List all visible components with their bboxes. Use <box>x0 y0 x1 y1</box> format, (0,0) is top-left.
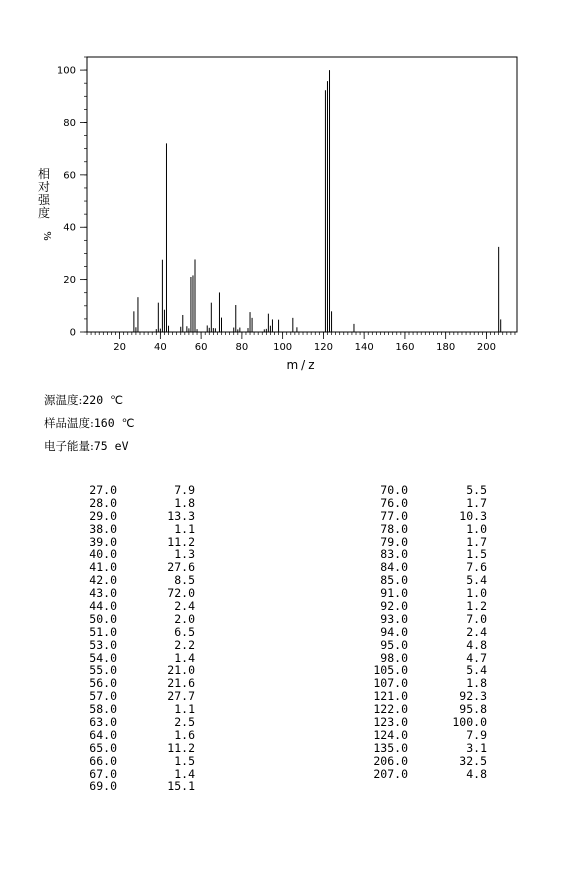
y-tick-label: 100 <box>56 65 76 77</box>
mz-cell: 65.0 <box>89 740 117 755</box>
abundance-cell: 3.1 <box>466 740 487 755</box>
abundance-cell: 11.2 <box>167 534 195 549</box>
source-temperature-value: 220 ℃ <box>82 393 123 407</box>
abundance-cell: 4.8 <box>466 637 487 652</box>
mz-cell: 43.0 <box>89 586 117 601</box>
x-tick-label: 20 <box>113 342 126 353</box>
abundance-cell: 21.6 <box>167 676 195 691</box>
abundance-cell: 7.6 <box>466 560 487 575</box>
mz-cell: 76.0 <box>380 495 408 510</box>
abundance-cell: 2.2 <box>174 637 195 652</box>
mz-cell: 44.0 <box>89 599 117 614</box>
mz-cell: 123.0 <box>373 715 408 730</box>
abundance-cell: 13.3 <box>167 508 195 523</box>
mz-cell: 84.0 <box>380 560 408 575</box>
mz-cell: 38.0 <box>89 521 117 536</box>
x-tick-label: 100 <box>273 342 293 353</box>
mz-cell: 98.0 <box>380 650 408 665</box>
abundance-cell: 1.1 <box>174 521 195 536</box>
sample-temperature-value: 160 ℃ <box>93 416 135 430</box>
mz-cell: 28.0 <box>89 495 117 510</box>
mz-cell: 107.0 <box>373 676 408 691</box>
y-tick-label: 20 <box>63 275 76 287</box>
y-tick-label: 40 <box>63 222 76 234</box>
mz-cell: 93.0 <box>380 611 408 626</box>
abundance-cell: 21.0 <box>167 663 195 678</box>
plot-frame <box>87 57 517 332</box>
sample-temperature-label: 样品温度: <box>44 416 94 430</box>
electron-energy-value: 75 eV <box>93 439 129 453</box>
abundance-cell: 2.0 <box>174 611 195 626</box>
x-axis-label: m/z <box>286 358 318 372</box>
electron-energy <box>44 438 129 454</box>
abundance-cell: 92.3 <box>459 689 487 704</box>
mz-cell: 39.0 <box>89 534 117 549</box>
source-temperature <box>44 392 123 408</box>
abundance-cell: 8.5 <box>174 573 195 588</box>
mz-cell: 29.0 <box>89 508 117 523</box>
mz-cell: 83.0 <box>380 547 408 562</box>
mz-cell: 64.0 <box>89 727 117 742</box>
abundance-cell: 2.4 <box>174 599 195 614</box>
mz-cell: 67.0 <box>89 766 117 781</box>
mz-cell: 69.0 <box>89 779 117 794</box>
abundance-cell: 15.1 <box>167 779 195 794</box>
abundance-cell: 1.2 <box>466 599 487 614</box>
mz-cell: 92.0 <box>380 599 408 614</box>
mz-cell: 206.0 <box>373 753 408 768</box>
x-tick-label: 80 <box>235 342 249 353</box>
x-tick-label: 140 <box>354 342 374 353</box>
abundance-cell: 4.8 <box>466 766 487 781</box>
mz-cell: 124.0 <box>373 727 408 742</box>
mz-cell: 78.0 <box>380 521 408 536</box>
y-axis-label-char: 相 <box>37 167 51 181</box>
mz-cell: 53.0 <box>89 637 117 652</box>
abundance-cell: 5.5 <box>466 483 487 497</box>
mz-cell: 40.0 <box>89 547 117 562</box>
electron-energy-label: 电子能量: <box>44 439 94 453</box>
abundance-cell: 1.4 <box>174 766 195 781</box>
mz-cell: 54.0 <box>89 650 117 665</box>
y-axis-label-char: 度 <box>37 206 51 220</box>
mz-cell: 58.0 <box>89 702 117 717</box>
abundance-cell: 2.4 <box>466 624 487 639</box>
y-axis-label-char: 强 <box>37 193 51 207</box>
y-tick-label: 60 <box>63 170 76 182</box>
y-axis-label-char: 对 <box>37 180 51 194</box>
abundance-cell: 1.8 <box>174 495 195 510</box>
abundance-cell: 1.6 <box>174 727 195 742</box>
abundance-cell: 11.2 <box>167 740 195 755</box>
mz-cell: 63.0 <box>89 715 117 730</box>
mz-cell: 66.0 <box>89 753 117 768</box>
mz-cell: 91.0 <box>380 586 408 601</box>
y-tick-label: 0 <box>69 327 76 339</box>
abundance-cell: 2.5 <box>174 715 195 730</box>
mz-cell: 56.0 <box>89 676 117 691</box>
mz-cell: 85.0 <box>380 573 408 588</box>
abundance-cell: 1.8 <box>466 676 487 691</box>
abundance-cell: 7.9 <box>174 483 195 497</box>
x-tick-label: 180 <box>436 342 456 353</box>
source-temperature-label: 源温度: <box>44 393 83 407</box>
abundance-cell: 1.0 <box>466 586 487 601</box>
abundance-cell: 1.7 <box>466 534 487 549</box>
abundance-cell: 100.0 <box>452 715 487 730</box>
abundance-cell: 5.4 <box>466 573 487 588</box>
y-axis-unit: % <box>41 231 52 241</box>
mz-cell: 50.0 <box>89 611 117 626</box>
mz-cell: 77.0 <box>380 508 408 523</box>
abundance-cell: 6.5 <box>174 624 195 639</box>
abundance-cell: 1.7 <box>466 495 487 510</box>
mz-cell: 95.0 <box>380 637 408 652</box>
mz-cell: 121.0 <box>373 689 408 704</box>
y-tick-label: 80 <box>63 117 76 129</box>
abundance-cell: 7.0 <box>466 611 487 626</box>
x-tick-label: 60 <box>194 342 208 353</box>
mz-cell: 27.0 <box>89 483 117 497</box>
mz-cell: 105.0 <box>373 663 408 678</box>
abundance-cell: 1.4 <box>174 650 195 665</box>
mass-spectrum-chart <box>0 0 570 380</box>
mz-cell: 42.0 <box>89 573 117 588</box>
abundance-cell: 32.5 <box>459 753 487 768</box>
mz-cell: 79.0 <box>380 534 408 549</box>
sample-temperature <box>44 415 134 431</box>
mz-cell: 57.0 <box>89 689 117 704</box>
abundance-cell: 5.4 <box>466 663 487 678</box>
abundance-cell: 27.7 <box>167 689 195 704</box>
abundance-cell: 1.1 <box>174 702 195 717</box>
abundance-cell: 1.0 <box>466 521 487 536</box>
mz-cell: 70.0 <box>380 483 408 497</box>
mz-cell: 94.0 <box>380 624 408 639</box>
abundance-cell: 1.5 <box>466 547 487 562</box>
x-tick-label: 120 <box>313 342 333 353</box>
abundance-cell: 1.5 <box>174 753 195 768</box>
mz-cell: 207.0 <box>373 766 408 781</box>
abundance-cell: 10.3 <box>459 508 487 523</box>
x-tick-label: 160 <box>395 342 415 353</box>
abundance-cell: 27.6 <box>167 560 195 575</box>
mz-cell: 41.0 <box>89 560 117 575</box>
mz-cell: 122.0 <box>373 702 408 717</box>
x-tick-label: 40 <box>153 342 167 353</box>
mz-cell: 51.0 <box>89 624 117 639</box>
abundance-cell: 1.3 <box>174 547 195 562</box>
x-tick-label: 200 <box>476 342 496 353</box>
abundance-cell: 95.8 <box>459 702 487 717</box>
abundance-cell: 7.9 <box>466 727 487 742</box>
mz-cell: 135.0 <box>373 740 408 755</box>
abundance-cell: 72.0 <box>167 586 195 601</box>
abundance-cell: 4.7 <box>466 650 487 665</box>
mz-cell: 55.0 <box>89 663 117 678</box>
